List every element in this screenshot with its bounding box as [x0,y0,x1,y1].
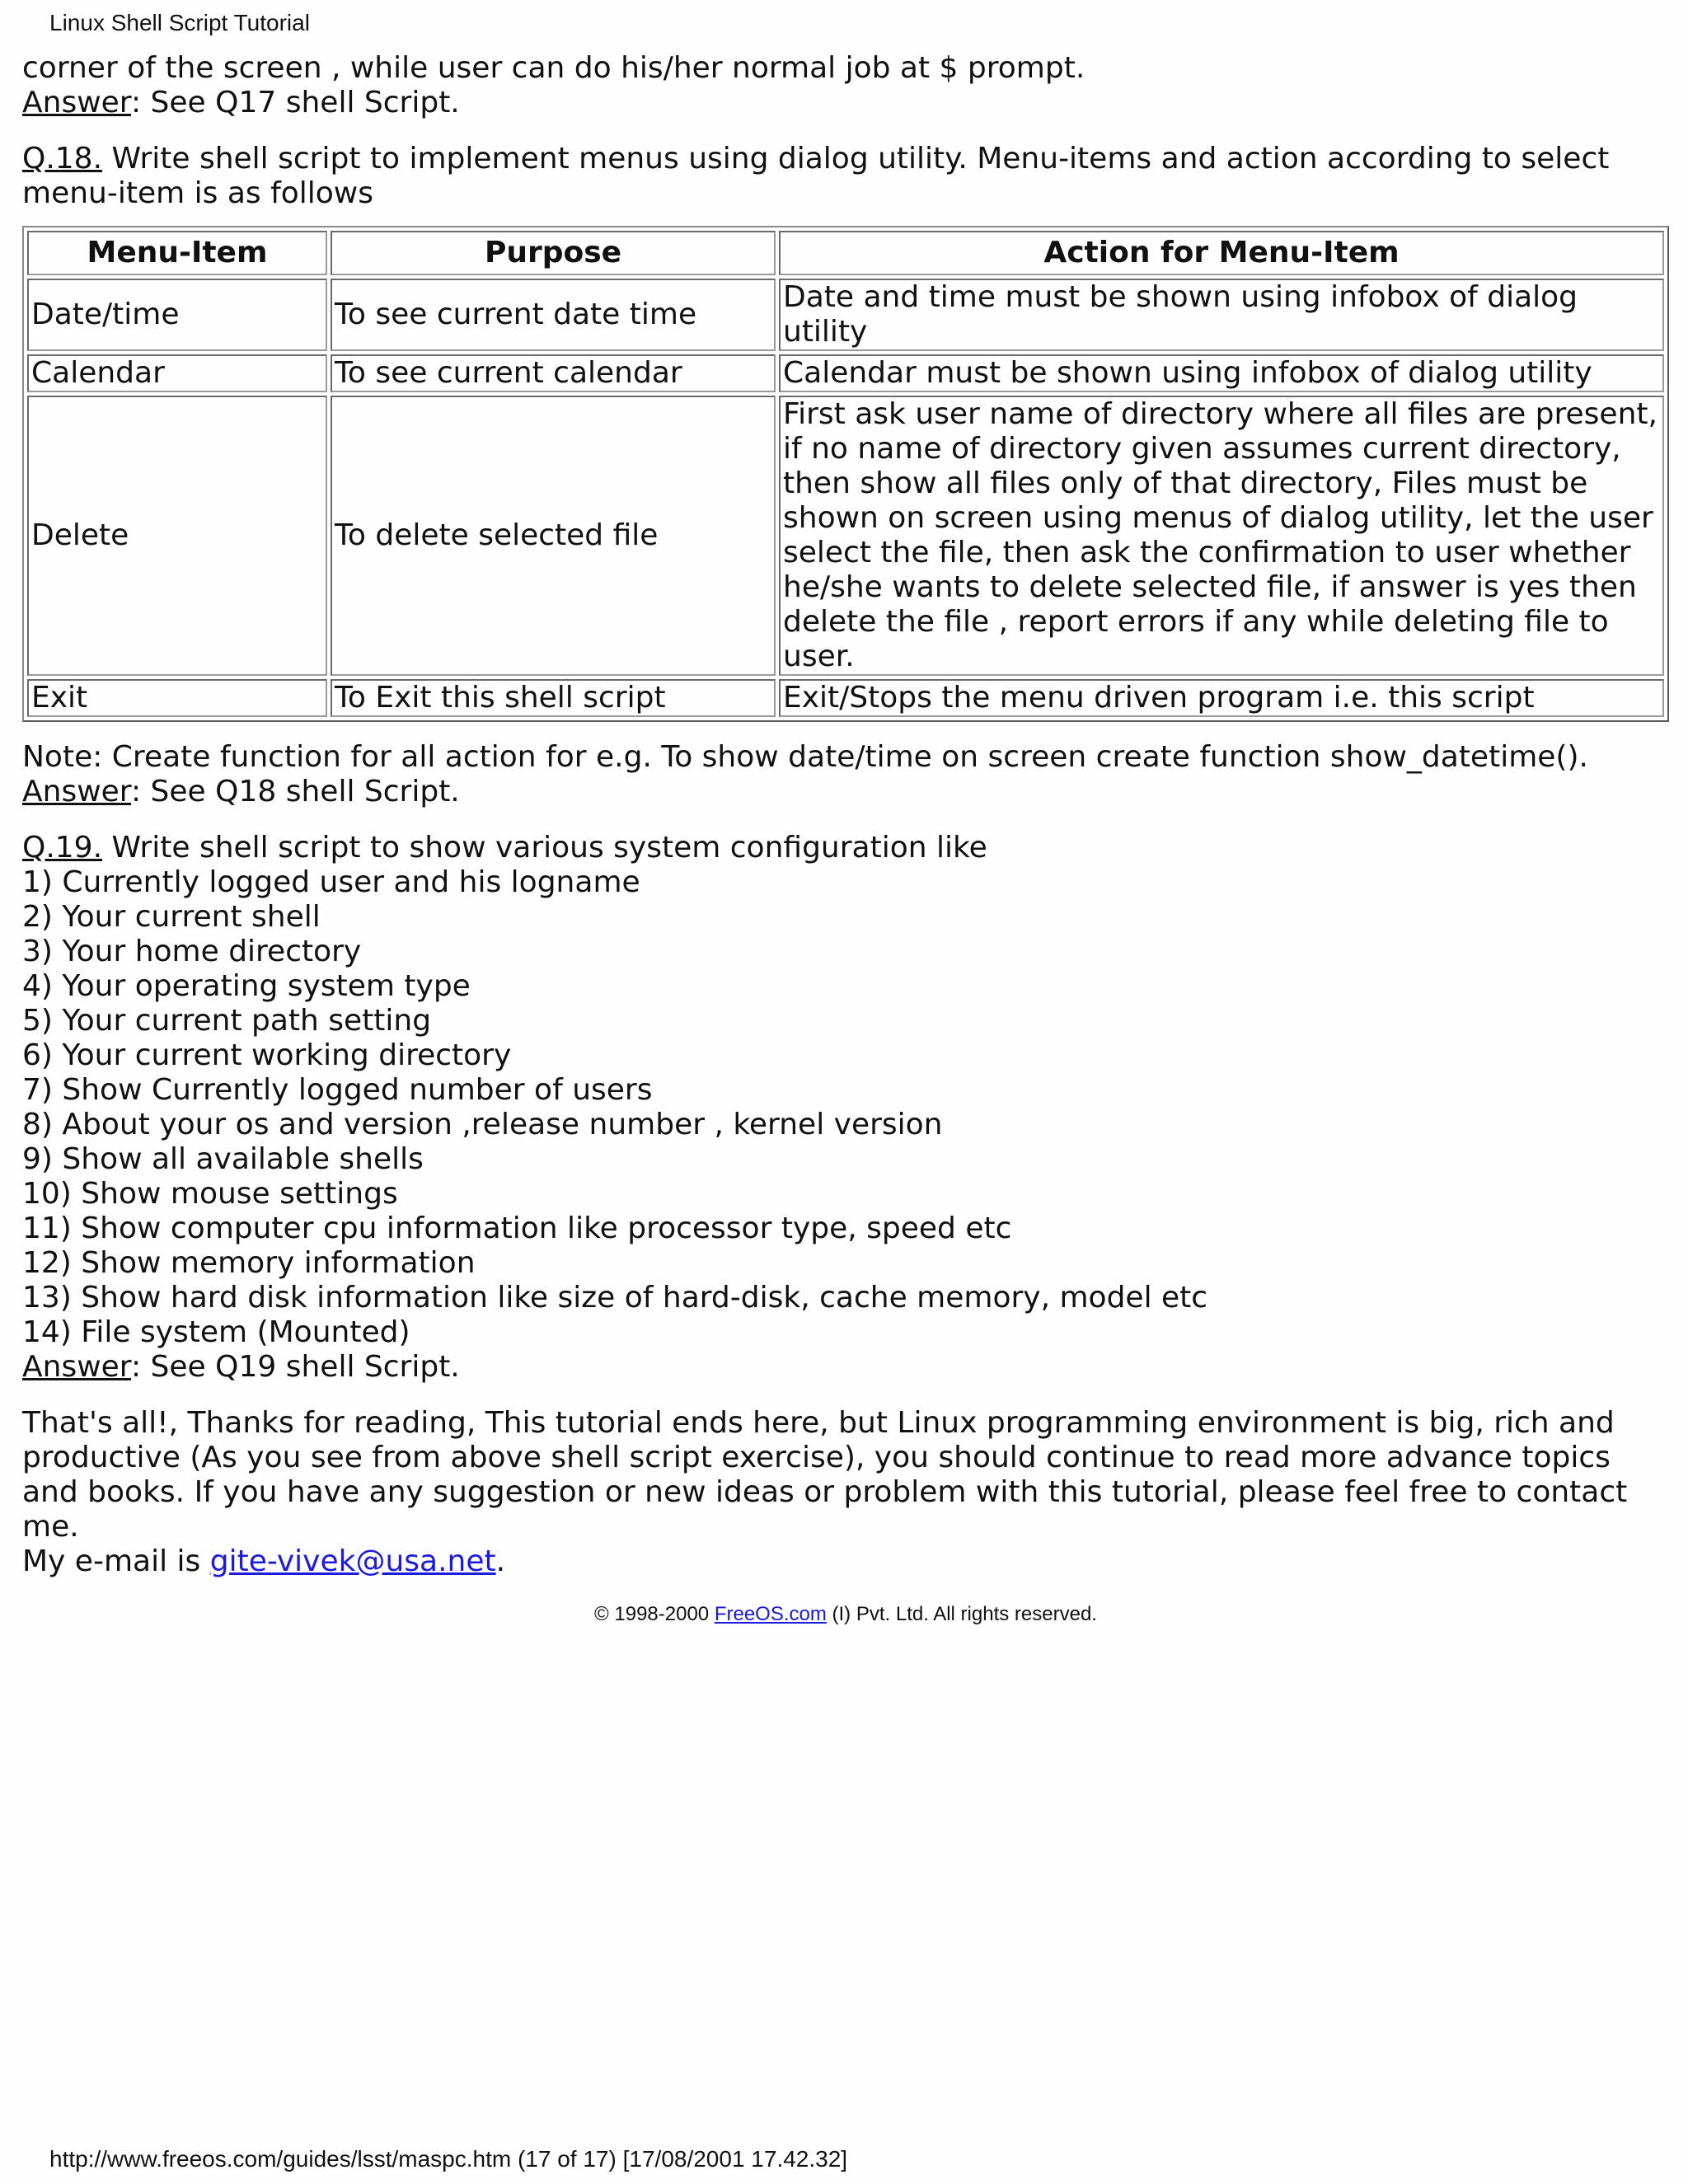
table-row [27,354,1664,392]
freeos-link[interactable]: FreeOS.com [714,1603,827,1625]
list-item: 6) Your current working directory [22,1038,512,1072]
q18-question [22,142,1669,211]
table-row [27,396,1664,676]
answer-text: : See Q19 shell Script. [130,1350,460,1384]
table-cell: Calendar [27,354,327,392]
table-row [27,679,1664,717]
table-cell: Calendar must be shown using infobox of dialog utility [779,354,1664,392]
email-suffix: . [495,1544,506,1578]
list-item: 8) About your os and version ,release number , kernel version [22,1108,943,1141]
list-item: 13) Show hard disk information like size of hard-disk, cache memory, model etc [22,1281,1208,1315]
q19-list [22,865,1669,1350]
table-cell: First ask user name of directory where all files are present, if no name of directory given assumes current directory, then show all files only of that directory, Files must be shown on screen using menus of dialog utility, let the user select the file, then ask the confirmation to user whether he/she wants to delete selected file, if answer is yes then delete the file , report errors if any while deleting file to user. [779,396,1664,676]
list-item: 3) Your home directory [22,935,362,968]
q19-answer [22,1350,1669,1385]
page-header-title: Linux Shell Script Tutorial [49,10,310,35]
table-cell: To delete selected file [331,396,776,676]
email-line [22,1544,1669,1579]
header-action: Action for Menu-Item [779,231,1664,275]
q18-answer [22,775,1669,809]
list-item: 4) Your operating system type [22,969,471,1003]
q19-text: Write shell script to show various system configuration like [102,831,987,865]
q19-question [22,831,1669,865]
answer-text: : See Q17 shell Script. [130,86,460,120]
answer-text: : See Q18 shell Script. [130,775,460,808]
q19-label: Q.19. [22,831,103,865]
copyright-prefix: © 1998-2000 [594,1603,715,1625]
copyright-suffix: (I) Pvt. Ltd. All rights reserved. [826,1603,1097,1625]
list-item: 9) Show all available shells [22,1142,424,1176]
list-item: 11) Show computer cpu information like processor type, speed etc [22,1212,1012,1245]
list-item: 12) Show memory information [22,1246,476,1280]
list-item: 2) Your current shell [22,900,321,934]
q17-answer [22,86,1669,120]
menu-items-table [22,226,1669,722]
table-cell: Exit [27,679,327,717]
table-cell: To see current calendar [331,354,776,392]
main-content [22,51,1669,1627]
list-item: 10) Show mouse settings [22,1177,398,1211]
copyright-line [22,1602,1669,1627]
page-footer-url: http://www.freeos.com/guides/lsst/maspc.htm (17 of 17) [17/08/2001 17.42.32] [49,2146,848,2172]
q18-text: Write shell script to implement menus using dialog utility. Menu-items and action according to select menu-item is as follows [22,142,1610,210]
list-item: 14) File system (Mounted) [22,1315,410,1349]
list-item: 1) Currently logged user and his logname [22,865,640,899]
table-cell: Date and time must be shown using infobox of dialog utility [779,279,1664,351]
email-link[interactable]: gite-vivek@usa.net [209,1544,496,1578]
list-item: 5) Your current path setting [22,1004,432,1038]
table-cell: Delete [27,396,327,676]
answer-label: Answer [22,775,131,808]
header-purpose: Purpose [331,231,776,275]
intro-line: corner of the screen , while user can do his/her normal job at $ prompt. [22,51,1085,85]
closing-paragraph: That's all!, Thanks for reading, This tutorial ends here, but Linux programming environment is big, rich and productive (As you see from above shell script exercise), you should continue to read more advance topics and books. If you have any suggestion or new ideas or problem with this tutorial, please feel free to contact me. [22,1406,1628,1544]
table-cell: To see current date time [331,279,776,351]
table-cell: To Exit this shell script [331,679,776,717]
table-cell: Exit/Stops the menu driven program i.e. this script [779,679,1664,717]
answer-label: Answer [22,86,131,120]
email-prefix: My e-mail is [22,1544,210,1578]
list-item: 7) Show Currently logged number of users [22,1073,653,1107]
header-menu-item: Menu-Item [27,231,327,275]
answer-label: Answer [22,1350,131,1384]
q18-note: Note: Create function for all action for e.g. To show date/time on screen create function show_datetime(). [22,740,1588,774]
table-cell: Date/time [27,279,327,351]
q18-label: Q.18. [22,142,103,176]
table-row [27,279,1664,351]
table-header-row [27,231,1664,275]
